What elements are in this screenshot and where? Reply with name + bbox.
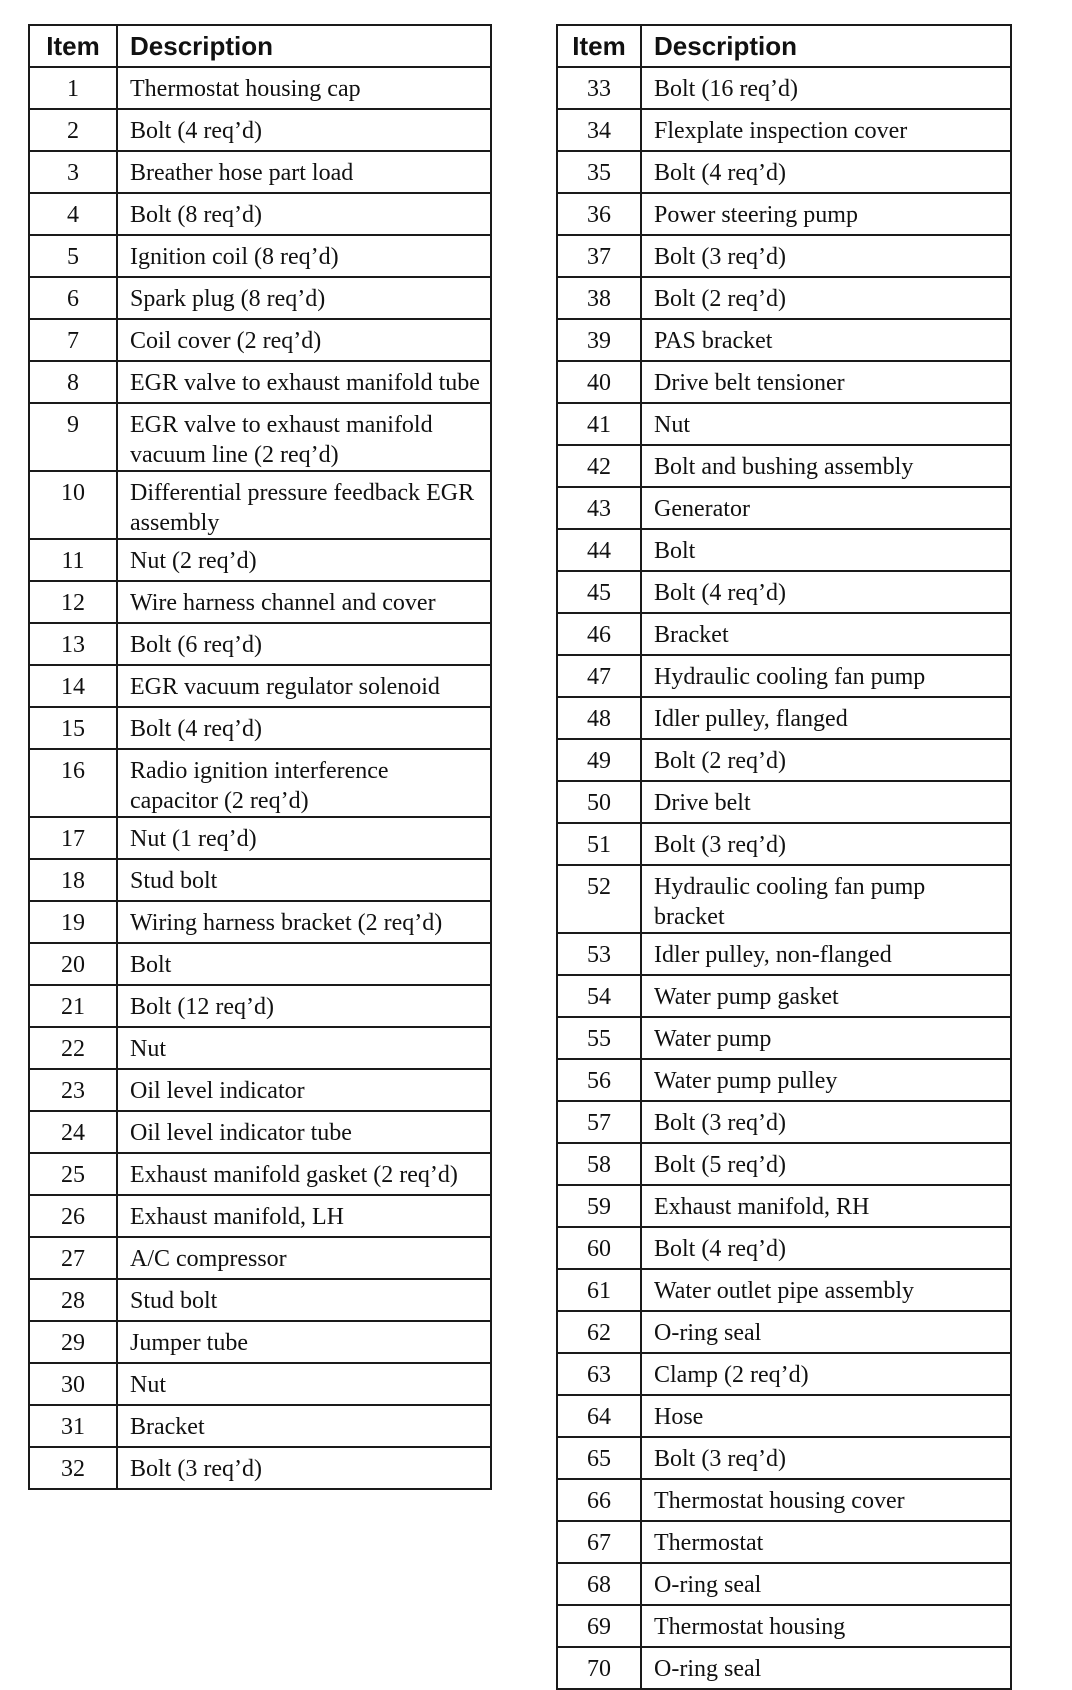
item-column-header: Item (557, 25, 641, 67)
item-description: Bolt (12 req’d) (117, 985, 491, 1027)
item-number: 2 (29, 109, 117, 151)
item-number: 66 (557, 1479, 641, 1521)
item-description: Nut (2 req’d) (117, 539, 491, 581)
item-number: 32 (29, 1447, 117, 1489)
table-row (29, 1069, 491, 1111)
item-number: 60 (557, 1227, 641, 1269)
item-description: Idler pulley, non-flanged (641, 933, 1011, 975)
item-number: 25 (29, 1153, 117, 1195)
item-description: Nut (117, 1027, 491, 1069)
item-description: Bolt and bushing assembly (641, 445, 1011, 487)
item-description: Wiring harness bracket (2 req’d) (117, 901, 491, 943)
item-number: 26 (29, 1195, 117, 1237)
table-row (29, 1111, 491, 1153)
item-number: 64 (557, 1395, 641, 1437)
item-description: Bolt (3 req’d) (117, 1447, 491, 1489)
item-number: 17 (29, 817, 117, 859)
item-description: Hydraulic cooling fan pump bracket (641, 865, 1011, 933)
item-number: 44 (557, 529, 641, 571)
table-row (29, 901, 491, 943)
item-description: Bolt (2 req’d) (641, 277, 1011, 319)
description-column-header: Description (641, 25, 1011, 67)
item-description: O-ring seal (641, 1311, 1011, 1353)
table-row (557, 1353, 1011, 1395)
item-number: 65 (557, 1437, 641, 1479)
table-row (557, 1101, 1011, 1143)
table-row (29, 1279, 491, 1321)
item-description: Thermostat (641, 1521, 1011, 1563)
item-number: 10 (29, 471, 117, 539)
item-description: Hose (641, 1395, 1011, 1437)
item-description: Water pump gasket (641, 975, 1011, 1017)
item-description: EGR valve to exhaust manifold vacuum line (2 req’d) (117, 403, 491, 471)
table-row (557, 975, 1011, 1017)
table-row (29, 859, 491, 901)
item-number: 69 (557, 1605, 641, 1647)
item-number: 5 (29, 235, 117, 277)
item-description: Thermostat housing (641, 1605, 1011, 1647)
item-description: Drive belt (641, 781, 1011, 823)
item-number: 35 (557, 151, 641, 193)
item-description: Flexplate inspection cover (641, 109, 1011, 151)
item-description: Bolt (3 req’d) (641, 1101, 1011, 1143)
item-description: Bolt (2 req’d) (641, 739, 1011, 781)
item-number: 4 (29, 193, 117, 235)
table-row (557, 1017, 1011, 1059)
table-row (557, 445, 1011, 487)
item-number: 6 (29, 277, 117, 319)
item-number: 20 (29, 943, 117, 985)
table-row (557, 655, 1011, 697)
item-number: 55 (557, 1017, 641, 1059)
item-description: Bolt (4 req’d) (641, 1227, 1011, 1269)
table-row (557, 823, 1011, 865)
parts-table-left (28, 24, 492, 1490)
item-number: 70 (557, 1647, 641, 1689)
item-description: Bolt (3 req’d) (641, 235, 1011, 277)
item-number: 62 (557, 1311, 641, 1353)
item-number: 27 (29, 1237, 117, 1279)
item-description: Bolt (3 req’d) (641, 1437, 1011, 1479)
table-row (29, 539, 491, 581)
item-number: 19 (29, 901, 117, 943)
item-number: 16 (29, 749, 117, 817)
table-header-row (29, 25, 491, 67)
table-row (557, 151, 1011, 193)
table-row (29, 943, 491, 985)
item-number: 67 (557, 1521, 641, 1563)
item-description: EGR vacuum regulator solenoid (117, 665, 491, 707)
item-description: PAS bracket (641, 319, 1011, 361)
description-column-header: Description (117, 25, 491, 67)
table-row (557, 1185, 1011, 1227)
table-row (557, 697, 1011, 739)
item-description: Bracket (641, 613, 1011, 655)
table-row (29, 67, 491, 109)
parts-table-right (556, 24, 1012, 1690)
item-number: 41 (557, 403, 641, 445)
item-description: Power steering pump (641, 193, 1011, 235)
table-row (29, 193, 491, 235)
table-row (557, 67, 1011, 109)
item-number: 15 (29, 707, 117, 749)
item-description: Bolt (4 req’d) (117, 707, 491, 749)
item-description: Stud bolt (117, 1279, 491, 1321)
table-row (29, 1195, 491, 1237)
table-row (557, 1437, 1011, 1479)
parts-table-right-body (557, 67, 1011, 1689)
table-row (29, 277, 491, 319)
item-description: Water pump pulley (641, 1059, 1011, 1101)
item-number: 7 (29, 319, 117, 361)
item-description: Bracket (117, 1405, 491, 1447)
item-number: 47 (557, 655, 641, 697)
table-row (29, 319, 491, 361)
table-row (29, 151, 491, 193)
item-description: Bolt (5 req’d) (641, 1143, 1011, 1185)
table-row (29, 1405, 491, 1447)
item-number: 39 (557, 319, 641, 361)
item-description: Bolt (4 req’d) (117, 109, 491, 151)
item-description: Bolt (3 req’d) (641, 823, 1011, 865)
table-row (29, 1447, 491, 1489)
item-number: 51 (557, 823, 641, 865)
table-row (557, 277, 1011, 319)
table-row (557, 1521, 1011, 1563)
item-description: Bolt (641, 529, 1011, 571)
table-row (557, 865, 1011, 933)
item-column-header: Item (29, 25, 117, 67)
item-number: 1 (29, 67, 117, 109)
table-row (557, 1647, 1011, 1689)
table-row (29, 581, 491, 623)
table-row (29, 471, 491, 539)
table-row (557, 1269, 1011, 1311)
table-row (557, 109, 1011, 151)
item-description: Oil level indicator tube (117, 1111, 491, 1153)
item-description: Oil level indicator (117, 1069, 491, 1111)
table-row (29, 109, 491, 151)
table-row (557, 1227, 1011, 1269)
table-row (29, 1237, 491, 1279)
item-number: 30 (29, 1363, 117, 1405)
item-description: Nut (641, 403, 1011, 445)
table-row (29, 1363, 491, 1405)
item-number: 40 (557, 361, 641, 403)
item-description: Breather hose part load (117, 151, 491, 193)
item-number: 34 (557, 109, 641, 151)
item-number: 21 (29, 985, 117, 1027)
item-number: 54 (557, 975, 641, 1017)
item-number: 43 (557, 487, 641, 529)
item-number: 38 (557, 277, 641, 319)
item-description: Water outlet pipe assembly (641, 1269, 1011, 1311)
item-number: 45 (557, 571, 641, 613)
table-row (557, 613, 1011, 655)
item-number: 28 (29, 1279, 117, 1321)
table-row (557, 361, 1011, 403)
item-number: 14 (29, 665, 117, 707)
table-row (557, 1311, 1011, 1353)
item-number: 48 (557, 697, 641, 739)
item-number: 57 (557, 1101, 641, 1143)
item-description: Radio ignition interference capacitor (2 req’d) (117, 749, 491, 817)
table-row (557, 529, 1011, 571)
table-row (557, 739, 1011, 781)
table-row (557, 487, 1011, 529)
table-row (557, 933, 1011, 975)
table-row (557, 1479, 1011, 1521)
item-description: Clamp (2 req’d) (641, 1353, 1011, 1395)
item-description: Water pump (641, 1017, 1011, 1059)
item-description: Stud bolt (117, 859, 491, 901)
item-number: 59 (557, 1185, 641, 1227)
item-number: 49 (557, 739, 641, 781)
table-row (557, 1059, 1011, 1101)
table-row (557, 781, 1011, 823)
table-row (557, 1605, 1011, 1647)
table-header-row (557, 25, 1011, 67)
item-number: 11 (29, 539, 117, 581)
item-description: EGR valve to exhaust manifold tube (117, 361, 491, 403)
item-number: 50 (557, 781, 641, 823)
item-description: Bolt (6 req’d) (117, 623, 491, 665)
item-number: 56 (557, 1059, 641, 1101)
item-number: 12 (29, 581, 117, 623)
item-description: Exhaust manifold gasket (2 req’d) (117, 1153, 491, 1195)
item-number: 9 (29, 403, 117, 471)
item-description: Bolt (4 req’d) (641, 571, 1011, 613)
item-description: Thermostat housing cover (641, 1479, 1011, 1521)
item-description: Ignition coil (8 req’d) (117, 235, 491, 277)
item-number: 8 (29, 361, 117, 403)
item-description: Exhaust manifold, LH (117, 1195, 491, 1237)
item-number: 61 (557, 1269, 641, 1311)
table-row (557, 1143, 1011, 1185)
table-row (557, 193, 1011, 235)
item-description: Nut (117, 1363, 491, 1405)
item-description: Spark plug (8 req’d) (117, 277, 491, 319)
item-number: 58 (557, 1143, 641, 1185)
table-row (29, 361, 491, 403)
table-row (29, 985, 491, 1027)
item-description: Bolt (117, 943, 491, 985)
table-row (29, 235, 491, 277)
item-number: 42 (557, 445, 641, 487)
item-number: 33 (557, 67, 641, 109)
item-description: Thermostat housing cap (117, 67, 491, 109)
item-description: Drive belt tensioner (641, 361, 1011, 403)
item-description: O-ring seal (641, 1647, 1011, 1689)
table-row (29, 749, 491, 817)
item-number: 18 (29, 859, 117, 901)
parts-table-left-body (29, 67, 491, 1489)
item-number: 52 (557, 865, 641, 933)
item-description: Wire harness channel and cover (117, 581, 491, 623)
item-description: Bolt (4 req’d) (641, 151, 1011, 193)
table-row (557, 403, 1011, 445)
item-description: A/C compressor (117, 1237, 491, 1279)
table-row (557, 571, 1011, 613)
table-row (29, 1153, 491, 1195)
item-number: 37 (557, 235, 641, 277)
item-description: Exhaust manifold, RH (641, 1185, 1011, 1227)
item-description: Bolt (16 req’d) (641, 67, 1011, 109)
item-description: Coil cover (2 req’d) (117, 319, 491, 361)
item-number: 24 (29, 1111, 117, 1153)
item-number: 36 (557, 193, 641, 235)
item-number: 3 (29, 151, 117, 193)
table-row (557, 1563, 1011, 1605)
item-description: Hydraulic cooling fan pump (641, 655, 1011, 697)
table-row (557, 235, 1011, 277)
table-row (29, 1321, 491, 1363)
item-description: O-ring seal (641, 1563, 1011, 1605)
table-row (557, 1395, 1011, 1437)
item-number: 63 (557, 1353, 641, 1395)
item-description: Bolt (8 req’d) (117, 193, 491, 235)
table-row (29, 665, 491, 707)
table-row (29, 817, 491, 859)
item-number: 23 (29, 1069, 117, 1111)
item-number: 53 (557, 933, 641, 975)
item-number: 68 (557, 1563, 641, 1605)
item-number: 31 (29, 1405, 117, 1447)
item-number: 22 (29, 1027, 117, 1069)
item-number: 29 (29, 1321, 117, 1363)
item-description: Idler pulley, flanged (641, 697, 1011, 739)
item-number: 13 (29, 623, 117, 665)
table-row (557, 319, 1011, 361)
item-number: 46 (557, 613, 641, 655)
table-row (29, 403, 491, 471)
item-description: Nut (1 req’d) (117, 817, 491, 859)
item-description: Generator (641, 487, 1011, 529)
table-row (29, 707, 491, 749)
table-row (29, 1027, 491, 1069)
item-description: Jumper tube (117, 1321, 491, 1363)
item-description: Differential pressure feedback EGR assembly (117, 471, 491, 539)
table-row (29, 623, 491, 665)
